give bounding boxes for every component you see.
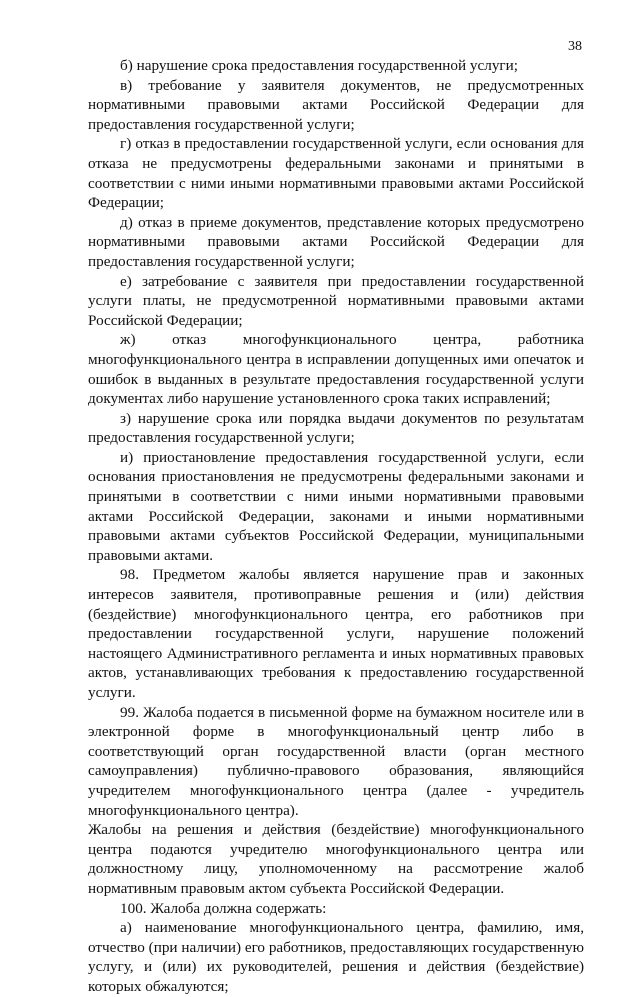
paragraph-e: е) затребование с заявителя при предоставлении государственной услуги платы, не предусмотренной нормативными правовыми актами Российской Федерации; xyxy=(88,272,584,329)
paragraph-z: з) нарушение срока или порядка выдачи документов по результатам предоставления государственной услуги; xyxy=(88,409,584,447)
page-number: 38 xyxy=(568,39,582,54)
document-body xyxy=(88,56,584,997)
paragraph-v: в) требование у заявителя документов, не предусмотренных нормативными правовыми актами Российской Федерации для предоставления государственной услуги; xyxy=(88,76,584,133)
paragraph-zh: ж) отказ многофункционального центра, работника многофункционального центра в исправлении допущенных ими опечаток и ошибок в выданных в результате предоставления государственной услуги документах либо нарушение установленного срока таких исправлений; xyxy=(88,331,584,408)
paragraph-b: б) нарушение срока предоставления государственной услуги; xyxy=(120,57,518,74)
paragraph-100: 100. Жалоба должна содержать: xyxy=(120,899,327,917)
paragraph-a: а) наименование многофункционального центра, фамилию, имя, отчество (при наличии) его работников, предоставляющих государственную услугу, и (или) их руководителей, решения и действия (бездействие) которых обжалуются; xyxy=(88,919,584,995)
paragraph-g: г) отказ в предоставлении государственной услуги, если основания для отказа не предусмотрены федеральными законами и принятыми в соответствии с ними иными нормативными правовыми актами Российской Федерации; xyxy=(88,135,584,212)
paragraph-98: 98. Предметом жалобы является нарушение прав и законных интересов заявителя, противоправные решения и (или) действия (бездействие) многофункционального центра, его работников при предоставлении государственной услуги, нарушение положений настоящего Административного регламента и иных нормативных правовых актов, устанавливающих требования к предоставлению государственной услуги. xyxy=(88,566,584,701)
paragraph-complaints-note: Жалобы на решения и действия (бездействие) многофункционального центра подаются учредителю многофункционального центра или должностному лицу, уполномоченному на рассмотрение жалоб нормативным правовым актом субъекта Российской Федерации. xyxy=(88,821,584,897)
paragraph-d: д) отказ в приеме документов, представление которых предусмотрено нормативными правовыми актами Российской Федерации для предоставления государственной услуги; xyxy=(88,213,584,270)
paragraph-99: 99. Жалоба подается в письменной форме на бумажном носителе или в электронной форме в многофункциональный центр либо в соответствующий орган государственной власти (орган местного самоуправления) публично-правового образования, являющийся учредителем многофункционального центра (далее - учредитель многофункционального центра). xyxy=(88,703,584,819)
paragraph-i: и) приостановление предоставления государственной услуги, если основания приостановления не предусмотрены федеральными законами и принятыми в соответствии с ними иными нормативными правовыми актами Российской Федерации, законами и иными нормативными правовыми актами субъектов Российской Федерации, муниципальными правовыми актами. xyxy=(88,448,584,564)
